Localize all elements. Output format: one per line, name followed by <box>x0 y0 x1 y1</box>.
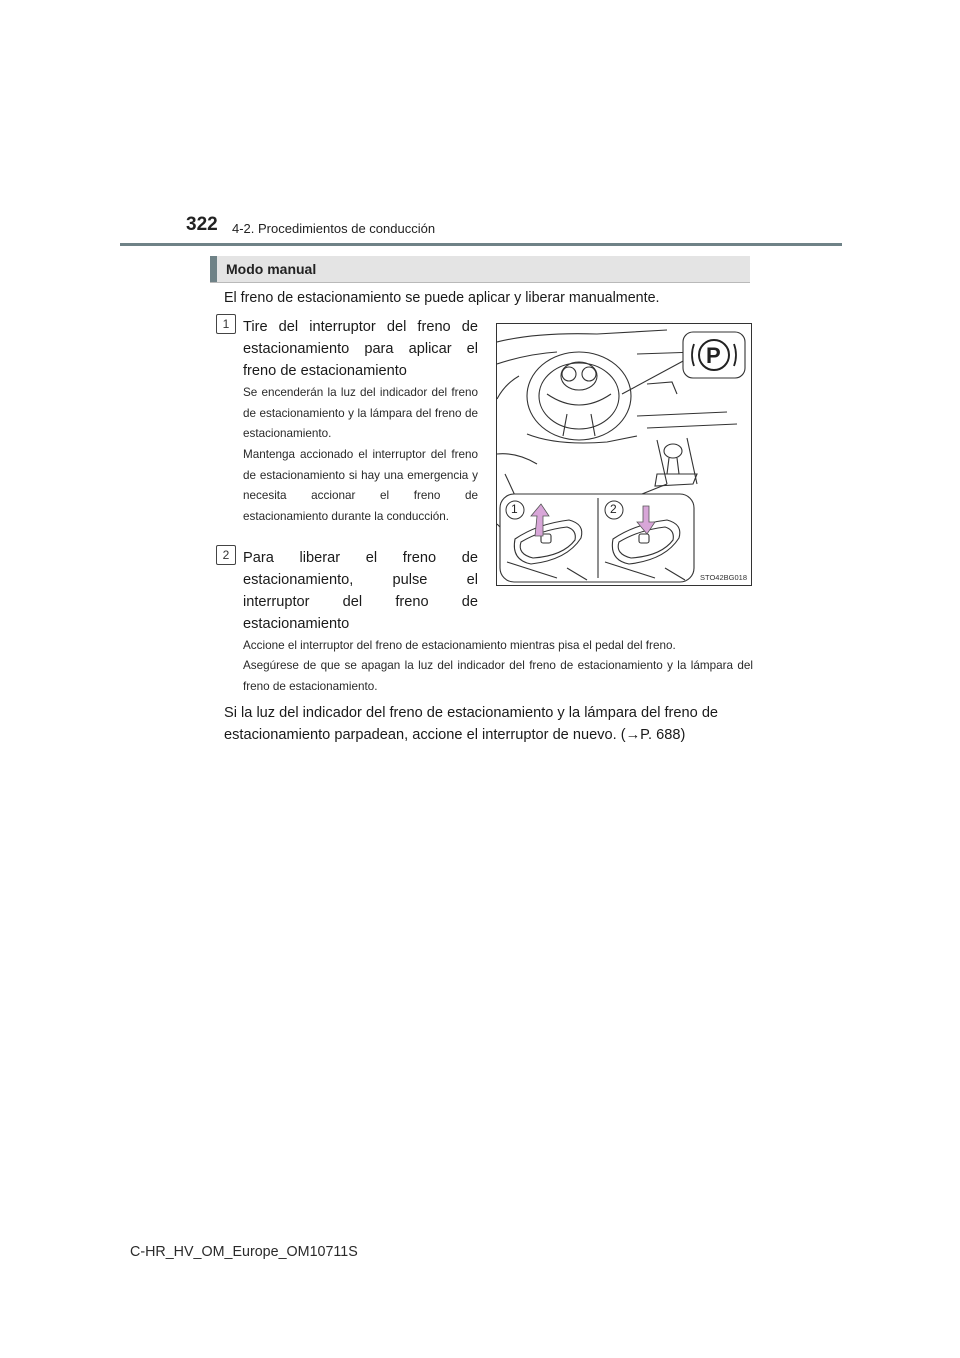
step-1-note-1: Se encenderán la luz del indicador del freno de estacionamiento y la lámpara del freno de estacionamiento. <box>243 386 478 441</box>
step-2-note-2: Asegúrese de que se apagan la luz del indicador del freno de estacionamiento y la lámpara del freno de estacionamiento. <box>243 659 753 693</box>
inset-label-2: 2 <box>610 502 617 516</box>
step-1-badge: 1 <box>216 314 236 334</box>
figure-code: STO42BG018 <box>700 573 747 582</box>
step-2-note-1: Accione el interruptor del freno de estacionamiento mientras pisa el pedal del freno. <box>243 639 676 652</box>
section-title: 4-2. Procedimientos de conducción <box>232 221 436 236</box>
header-rule <box>120 243 842 246</box>
step-2-badge: 2 <box>216 545 236 565</box>
final-note: Si la luz del indicador del freno de estacionamiento y la lámpara del freno de estacionamiento parpadean, accione el interruptor de nuevo. (→P. 688) <box>224 705 719 743</box>
step-2-title: Para liberar el freno de estacionamiento, pulse el interruptor del freno de estacionamiento <box>243 550 478 632</box>
step-1-title: Tire del interruptor del freno de estacionamiento para aplicar el freno de estacionamiento <box>243 319 478 379</box>
indicator-letter: P <box>706 343 721 368</box>
inset-label-1: 1 <box>511 502 518 516</box>
page-number: 322 <box>186 214 218 235</box>
intro-text: El freno de estacionamiento se puede aplicar y liberar manualmente. <box>224 290 660 306</box>
footer-doc-id: C-HR_HV_OM_Europe_OM10711S <box>130 1244 358 1260</box>
parking-brake-illustration <box>496 323 752 586</box>
subheading-title: Modo manual <box>226 261 317 277</box>
subheading-accent <box>210 256 217 282</box>
subheading-bar <box>210 256 750 283</box>
step-1-note-2: Mantenga accionado el interruptor del freno de estacionamiento si hay una emergencia y necesita accionar el freno de estacionamiento durante la conducción. <box>243 448 478 523</box>
